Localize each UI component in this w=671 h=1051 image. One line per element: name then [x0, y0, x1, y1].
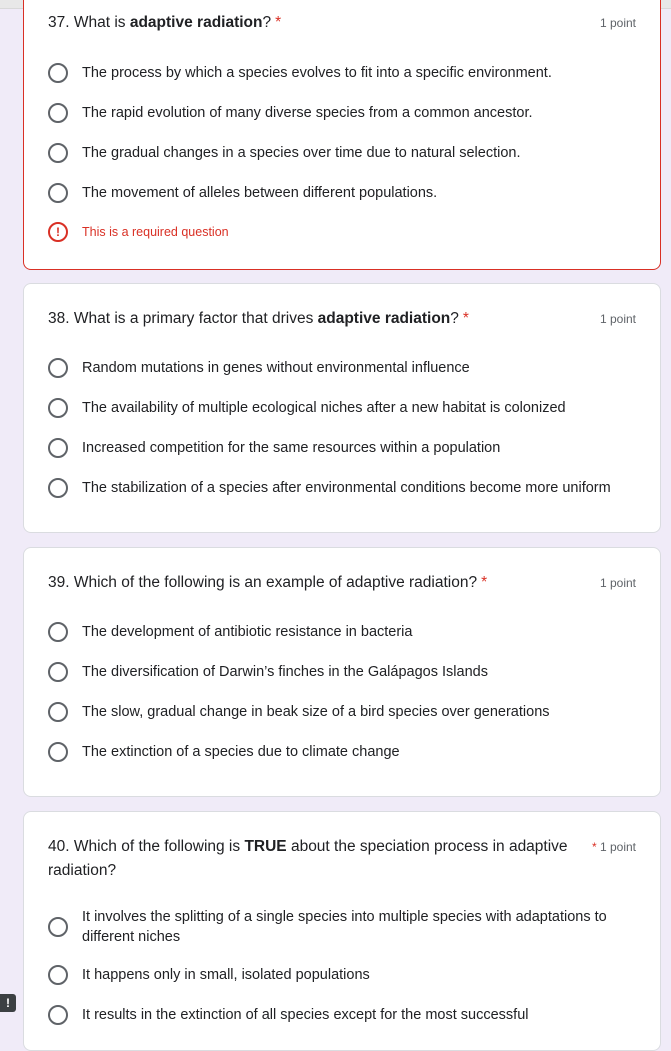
option-label: The development of antibiotic resistance in bacteria — [82, 624, 413, 640]
error-message: This is a required question — [82, 225, 229, 239]
option-label: The extinction of a species due to climate change — [82, 744, 400, 760]
required-error — [48, 222, 229, 242]
points-label: 1 point — [599, 312, 636, 326]
required-asterisk: * — [591, 840, 597, 854]
required-asterisk: * — [462, 310, 469, 327]
radio-button[interactable] — [48, 478, 68, 498]
option-label: The slow, gradual change in beak size of a bird species over generations — [82, 704, 550, 720]
question-title: 37. What is adaptive radiation? * — [48, 14, 282, 31]
radio-button[interactable] — [48, 438, 68, 458]
radio-button[interactable] — [48, 702, 68, 722]
points-label: * 1 point — [591, 840, 636, 854]
points-label: 1 point — [599, 16, 636, 30]
option-label: The availability of multiple ecological niches after a new habitat is colonized — [82, 400, 566, 416]
option[interactable] — [48, 965, 640, 985]
question-header — [48, 835, 636, 883]
required-asterisk: * — [275, 14, 282, 31]
option-label: The gradual changes in a species over time due to natural selection. — [82, 145, 521, 161]
question-header — [48, 307, 636, 331]
radio-button[interactable] — [48, 358, 68, 378]
radio-button[interactable] — [48, 398, 68, 418]
option[interactable] — [48, 742, 640, 762]
option[interactable] — [48, 1005, 640, 1025]
option-label: It involves the splitting of a single species into multiple species with adaptations to different niches — [82, 909, 607, 945]
option[interactable] — [48, 358, 640, 378]
option[interactable] — [48, 103, 640, 123]
radio-button[interactable] — [48, 1005, 68, 1025]
radio-button[interactable] — [48, 622, 68, 642]
option-label: Increased competition for the same resources within a population — [82, 440, 501, 456]
option-label: The diversification of Darwin’s finches in the Galápagos Islands — [82, 664, 488, 680]
option-label: The movement of alleles between different populations. — [82, 185, 438, 201]
question-card-40 — [23, 811, 661, 1051]
question-card-39 — [23, 547, 661, 797]
radio-button[interactable] — [48, 742, 68, 762]
alert-badge[interactable]: ! — [0, 994, 16, 1012]
error-icon: ! — [48, 222, 68, 242]
option-label: The stabilization of a species after environmental conditions become more uniform — [82, 480, 611, 496]
radio-button[interactable] — [48, 183, 68, 203]
option[interactable] — [48, 143, 640, 163]
option[interactable] — [48, 622, 640, 642]
question-header — [48, 11, 636, 35]
option[interactable] — [48, 907, 640, 947]
option[interactable] — [48, 662, 640, 682]
option[interactable] — [48, 438, 640, 458]
question-card-38 — [23, 283, 661, 533]
question-title: 39. Which of the following is an example of adaptive radiation? * — [48, 574, 488, 591]
radio-button[interactable] — [48, 63, 68, 83]
option[interactable] — [48, 63, 640, 83]
points-label: 1 point — [599, 576, 636, 590]
question-card-37 — [23, 0, 661, 270]
option-label: It results in the extinction of all species except for the most successful — [82, 1007, 529, 1023]
option[interactable] — [48, 702, 640, 722]
question-header — [48, 571, 636, 595]
radio-button[interactable] — [48, 143, 68, 163]
option[interactable] — [48, 398, 640, 418]
option[interactable] — [48, 183, 640, 203]
radio-button[interactable] — [48, 965, 68, 985]
required-asterisk: * — [481, 574, 488, 591]
radio-button[interactable] — [48, 917, 68, 937]
option-label: The process by which a species evolves to fit into a specific environment. — [82, 65, 552, 81]
option-label: It happens only in small, isolated populations — [82, 967, 370, 983]
radio-button[interactable] — [48, 662, 68, 682]
option[interactable] — [48, 478, 640, 498]
option-label: Random mutations in genes without environmental influence — [82, 360, 470, 376]
question-title: 40. Which of the following is TRUE about the speciation process in adaptive radiation? — [48, 838, 568, 879]
option-label: The rapid evolution of many diverse species from a common ancestor. — [82, 105, 533, 121]
radio-button[interactable] — [48, 103, 68, 123]
question-title: 38. What is a primary factor that drives adaptive radiation? * — [48, 310, 469, 327]
